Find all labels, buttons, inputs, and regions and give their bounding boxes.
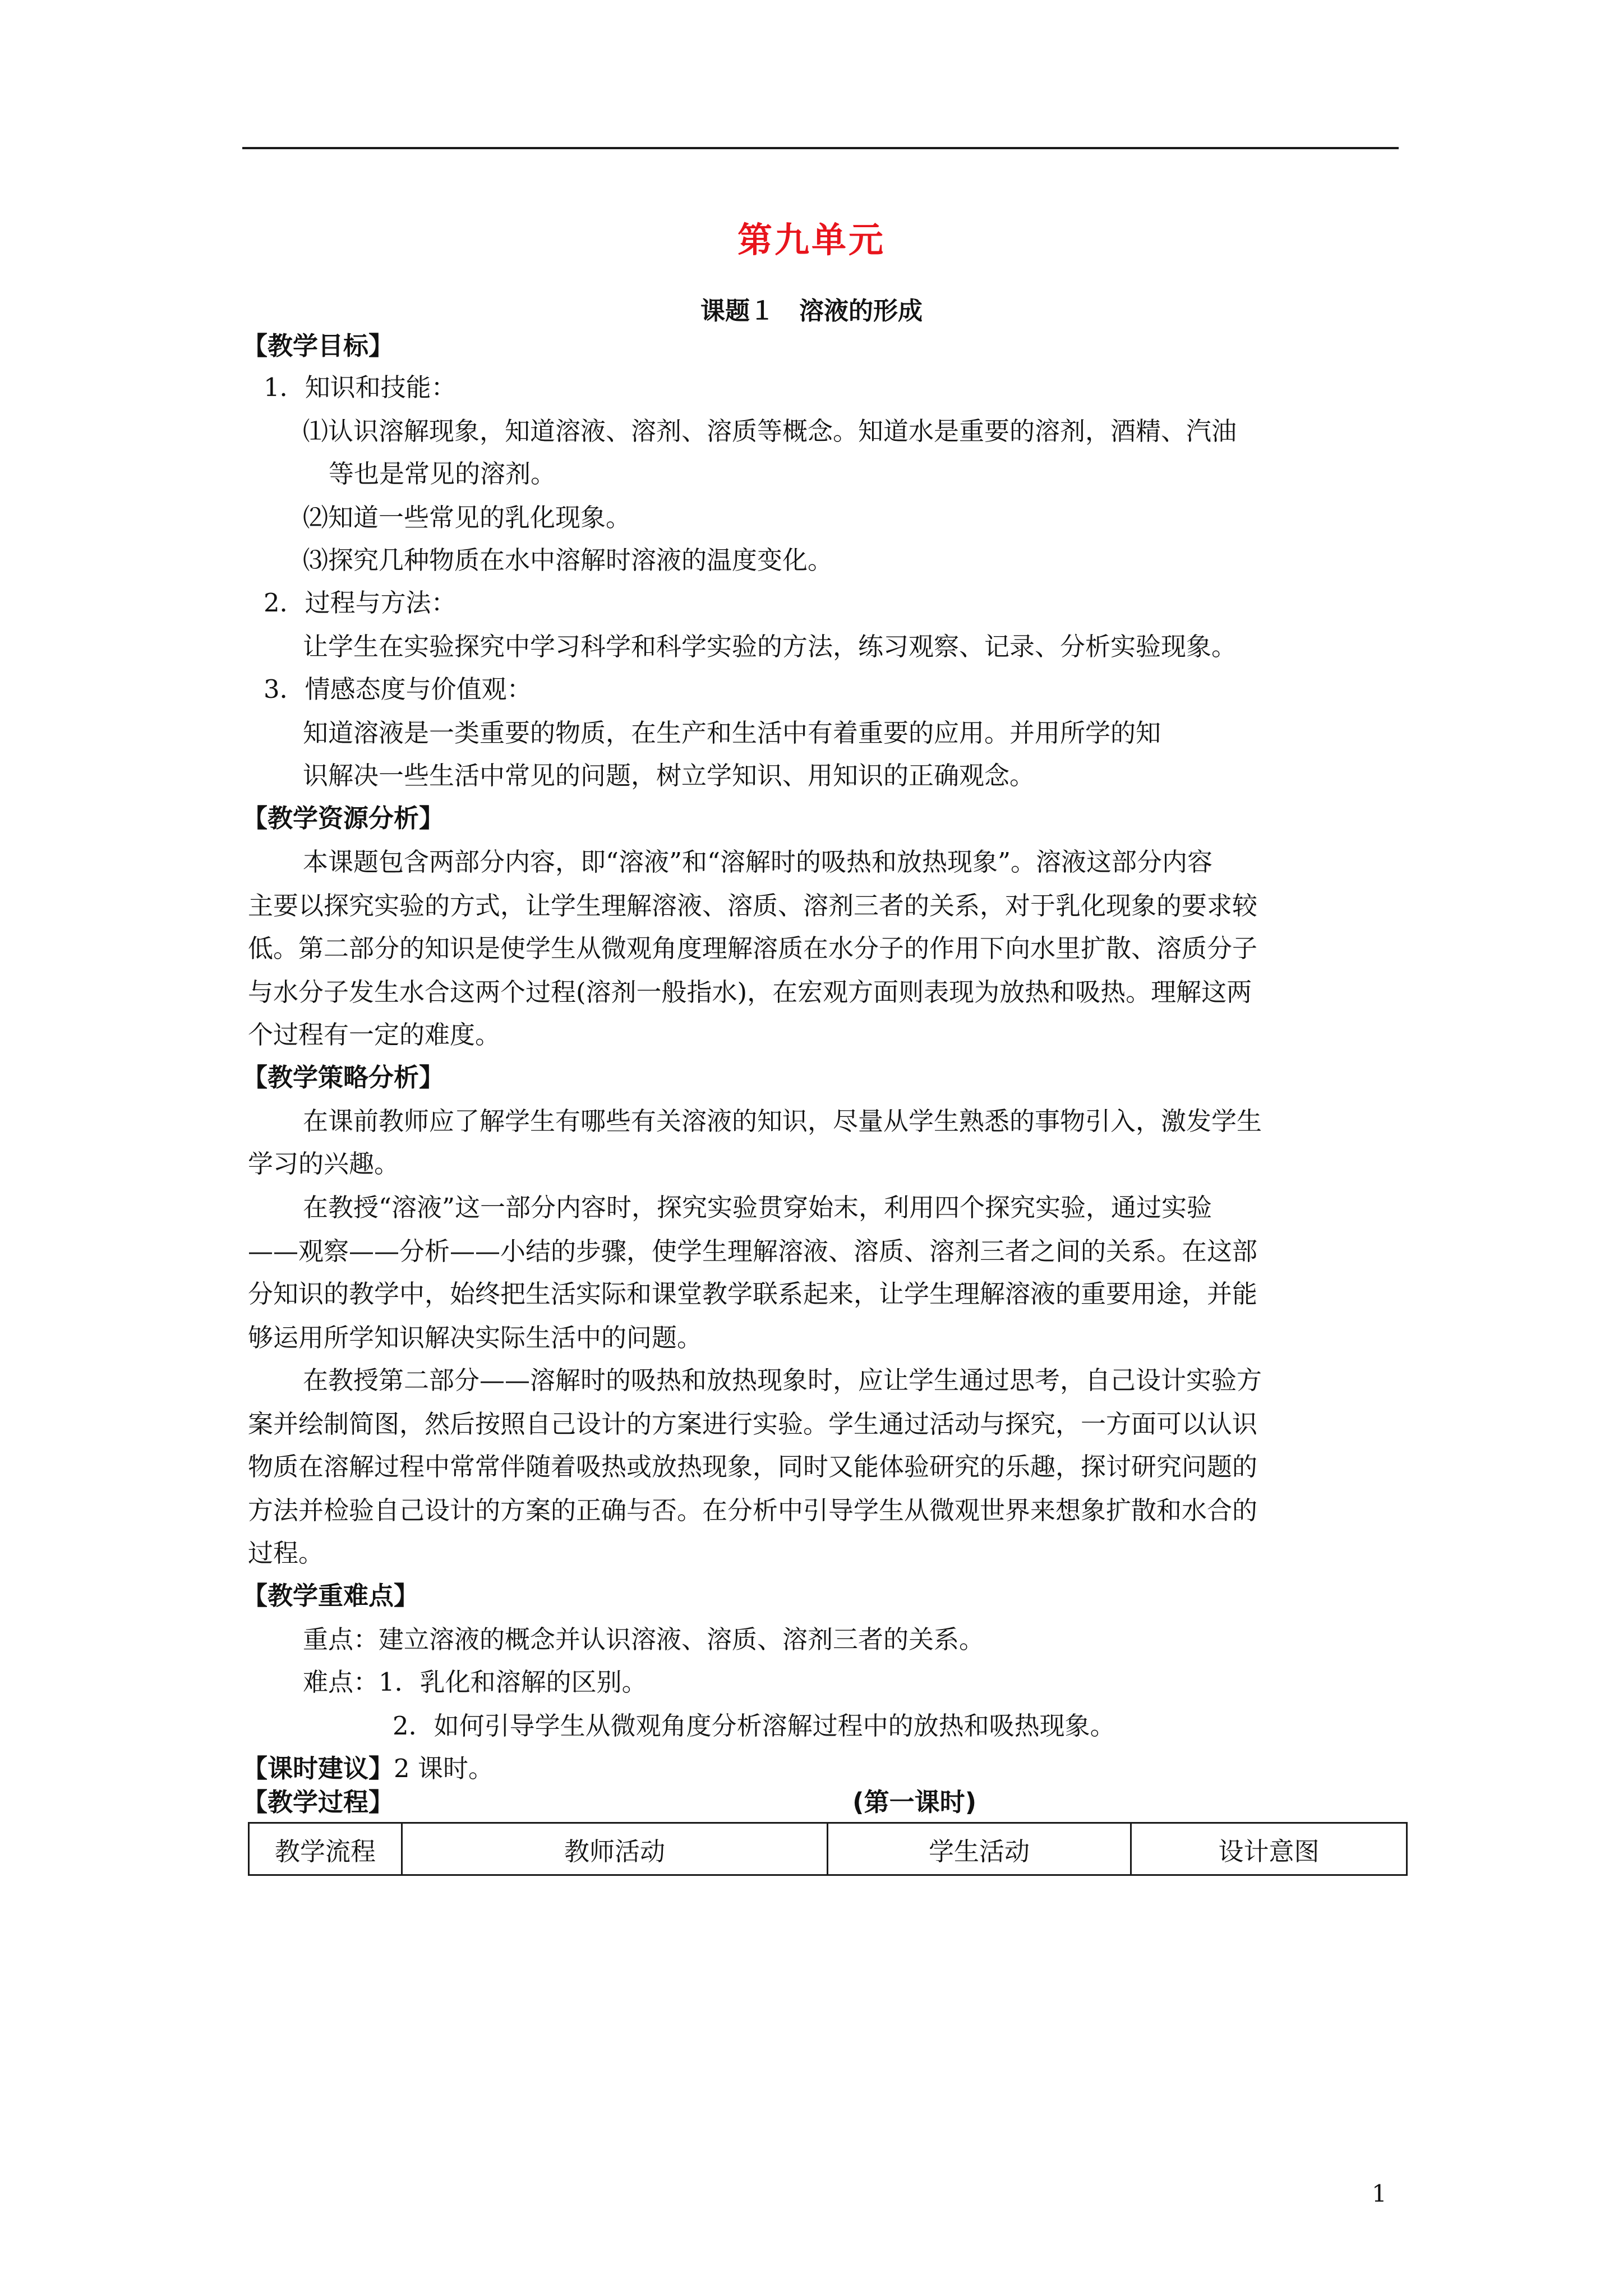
objective-k1-line2: 等也是常见的溶剂。 (329, 459, 556, 489)
resources-line: 低。第二部分的知识是使学生从微观角度理解溶质在水分子的作用下向水里扩散、溶质分子 (248, 933, 1258, 963)
hours-suggestion (242, 1756, 494, 1781)
objective-k1-line1: ⑴认识溶解现象，知道溶液、溶剂、溶质等概念。知道水是重要的溶剂，酒精、汽油 (303, 416, 1237, 446)
strategy-line: 学习的兴趣。 (248, 1149, 400, 1179)
strategy-line: 分知识的教学中，始终把生活实际和课堂教学联系起来，让学生理解溶液的重要用途，并能 (248, 1279, 1258, 1309)
resources-heading: 【教学资源分析】 (242, 803, 445, 833)
objective-k2: ⑵知道一些常见的乳化现象。 (303, 503, 631, 532)
page-number: 1 (1372, 2180, 1387, 2207)
column-header: 学生活动 (828, 1823, 1131, 1875)
header-rule (242, 147, 1399, 149)
column-header: 教师活动 (402, 1823, 828, 1875)
strategy-line: 物质在溶解过程中常常伴随着吸热或放热现象，同时又能体验研究的乐趣，探讨研究问题的 (248, 1452, 1258, 1481)
strategy-line: 够运用所学知识解决实际生活中的问题。 (248, 1323, 703, 1352)
key-difficulty-2: 2．如何引导学生从微观角度分析溶解过程中的放热和吸热现象。 (393, 1711, 1115, 1741)
process-method-label: 2．过程与方法： (264, 588, 457, 618)
column-header: 设计意图 (1131, 1823, 1407, 1875)
table-header-row (249, 1823, 1407, 1875)
objective-k3: ⑶探究几种物质在水中溶解时溶液的温度变化。 (303, 545, 833, 575)
resources-line: 本课题包含两部分内容，即“溶液”和“溶解时的吸热和放热现象”。溶液这部分内容 (303, 847, 1213, 877)
objective-e1: 知道溶液是一类重要的物质，在生产和生活中有着重要的应用。并用所学的知 (303, 718, 1161, 748)
resources-line: 与水分子发生水合这两个过程(溶剂一般指水)，在宏观方面则表现为放热和吸热。理解这两 (248, 977, 1252, 1007)
strategy-line: ——观察——分析——小结的步骤，使学生理解溶液、溶质、溶剂三者之间的关系。在这部 (248, 1236, 1258, 1266)
hours-heading: 【课时建议】 (242, 1754, 394, 1783)
emotion-values-label: 3．情感态度与价值观： (264, 674, 532, 704)
strategy-line: 在课前教师应了解学生有哪些有关溶液的知识，尽量从学生熟悉的事物引入，激发学生 (303, 1106, 1262, 1136)
strategy-line: 过程。 (248, 1538, 324, 1568)
column-header: 教学流程 (249, 1823, 402, 1875)
resources-line: 个过程有一定的难度。 (248, 1020, 501, 1050)
knowledge-skills-label: 1．知识和技能： (264, 372, 457, 402)
objective-e2: 识解决一些生活中常见的问题，树立学知识、用知识的正确观念。 (303, 761, 1035, 790)
objective-p1: 让学生在实验探究中学习科学和科学实验的方法，练习观察、记录、分析实验现象。 (303, 632, 1237, 661)
key-points-heading: 【教学重难点】 (242, 1581, 419, 1611)
strategy-line: 在教授第二部分——溶解时的吸热和放热现象时，应让学生通过思考，自己设计实验方 (303, 1365, 1262, 1395)
strategy-line: 在教授“溶液”这一部分内容时，探究实验贯穿始末，利用四个探究实验，通过实验 (303, 1193, 1212, 1222)
key-difficulty-1: 难点：1．乳化和溶解的区别。 (303, 1667, 647, 1697)
unit-title: 第九单元 (737, 219, 886, 260)
objectives-heading: 【教学目标】 (242, 331, 394, 361)
key-focus: 重点：建立溶液的概念并认识溶液、溶质、溶剂三者的关系。 (303, 1625, 985, 1654)
strategy-heading: 【教学策略分析】 (242, 1062, 445, 1092)
session-label: (第一课时) (852, 1787, 977, 1817)
teaching-process-table (248, 1822, 1408, 1876)
process-heading: 【教学过程】 (242, 1787, 394, 1817)
resources-line: 主要以探究实验的方式，让学生理解溶液、溶质、溶剂三者的关系，对于乳化现象的要求较 (248, 891, 1258, 921)
lesson-title: 课题１ 溶液的形成 (700, 297, 923, 325)
strategy-line: 案并绘制简图，然后按照自己设计的方案进行实验。学生通过活动与探究，一方面可以认识 (248, 1409, 1258, 1439)
hours-value: 2 课时。 (394, 1754, 494, 1783)
strategy-line: 方法并检验自己设计的方案的正确与否。在分析中引导学生从微观世界来想象扩散和水合的 (248, 1496, 1258, 1525)
